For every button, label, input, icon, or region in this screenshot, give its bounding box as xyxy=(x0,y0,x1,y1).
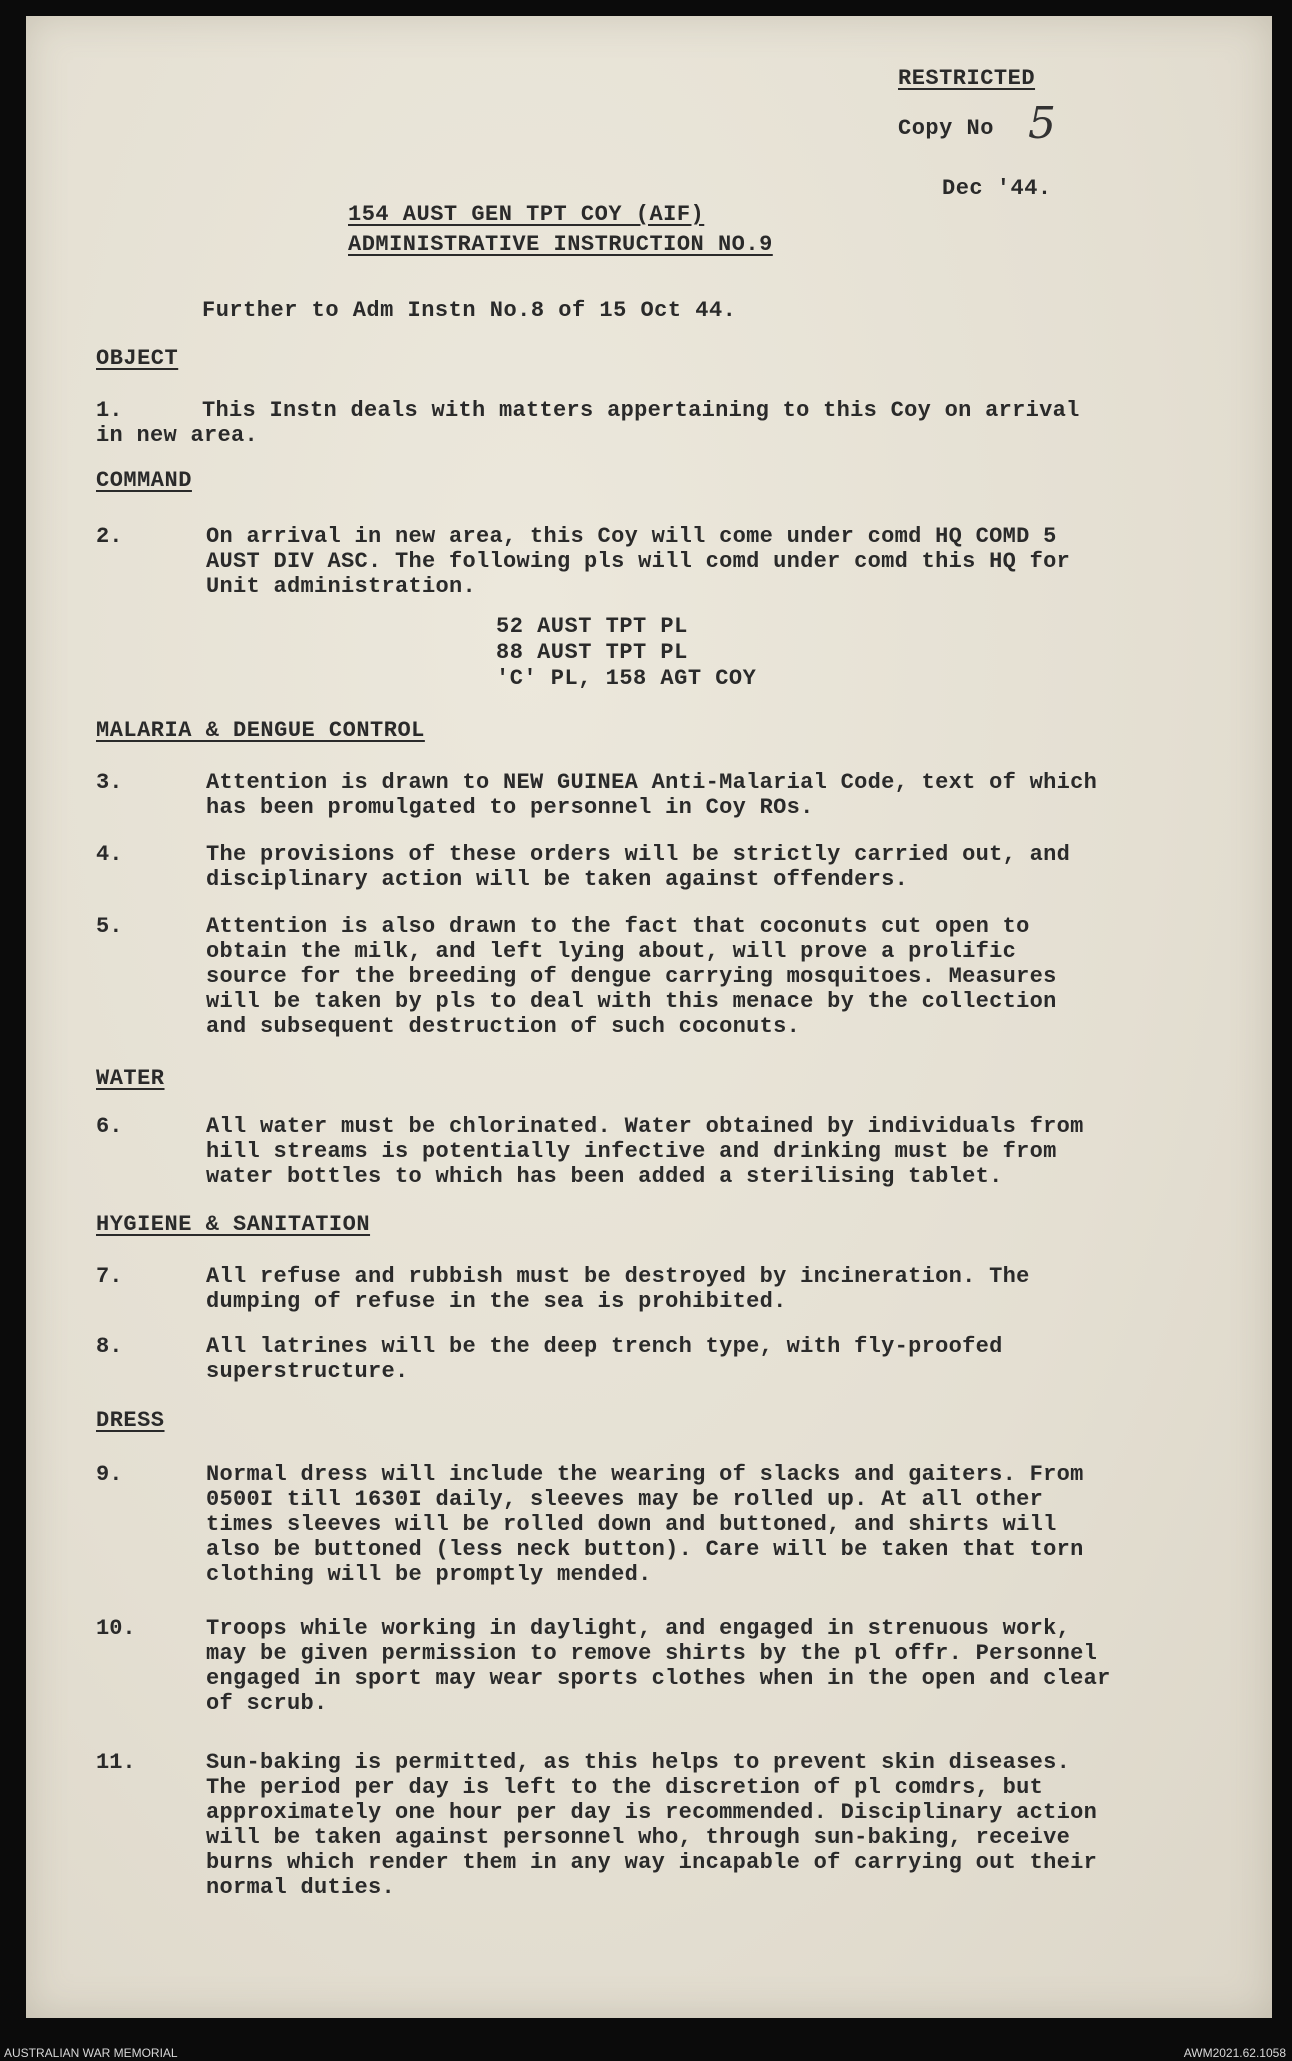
document-page xyxy=(26,16,1272,2018)
list-item: 'C' PL, 158 AGT COY xyxy=(496,666,757,691)
unit-title: 154 AUST GEN TPT COY (AIF) xyxy=(348,202,705,227)
paragraph-7: All refuse and rubbish must be destroyed by incineration. The dumping of refuse in the sea is prohibited. xyxy=(206,1264,1030,1314)
paragraph-1: This Instn deals with matters appertaining to this Coy on arrival in new area. xyxy=(96,398,1080,448)
section-heading-water: WATER xyxy=(96,1066,165,1091)
copy-number-handwritten: 5 xyxy=(1028,98,1056,149)
paragraph-number: 5. xyxy=(96,914,123,939)
section-heading-hygiene: HYGIENE & SANITATION xyxy=(96,1212,371,1237)
copy-label: Copy No xyxy=(898,116,994,141)
paragraph-number: 7. xyxy=(96,1264,123,1289)
footer-credit: AUSTRALIAN WAR MEMORIAL xyxy=(4,2046,178,2060)
section-heading-malaria: MALARIA & DENGUE CONTROL xyxy=(96,718,425,743)
paragraph-number: 3. xyxy=(96,770,123,795)
paragraph-number: 8. xyxy=(96,1334,123,1359)
paragraph-number: 11. xyxy=(96,1750,136,1775)
list-item: 52 AUST TPT PL xyxy=(496,614,688,639)
restricted-marking: RESTRICTED xyxy=(898,66,1036,91)
paragraph-number: 10. xyxy=(96,1616,136,1641)
document-date: Dec '44. xyxy=(942,176,1052,201)
section-heading-command: COMMAND xyxy=(96,468,192,493)
paragraph-3: Attention is drawn to NEW GUINEA Anti-Malarial Code, text of which has been promulgated to personnel in Coy ROs. xyxy=(206,770,1098,820)
paragraph-9: Normal dress will include the wearing of slacks and gaiters. From 0500I till 1630I daily, sleeves may be rolled up. At all other times sleeves will be rolled down and buttoned, and shirts will also be buttoned (less neck button). Care will be taken that torn clothing will be promptly mended. xyxy=(206,1462,1084,1587)
footer-accession-number: AWM2021.62.1058 xyxy=(1183,2046,1286,2060)
paragraph-number: 6. xyxy=(96,1114,123,1139)
paragraph-10: Troops while working in daylight, and engaged in strenuous work, may be given permission to remove shirts by the pl offr. Personnel engaged in sport may wear sports clothes when in the open and clear of scrub. xyxy=(206,1616,1111,1716)
section-heading-object: OBJECT xyxy=(96,346,179,371)
paragraph-8: All latrines will be the deep trench type, with fly-proofed superstructure. xyxy=(206,1334,1003,1384)
section-heading-dress: DRESS xyxy=(96,1408,165,1433)
paragraph-4: The provisions of these orders will be strictly carried out, and disciplinary action will be taken against offenders. xyxy=(206,842,1071,892)
list-item: 88 AUST TPT PL xyxy=(496,640,688,665)
paragraph-11: Sun-baking is permitted, as this helps to prevent skin diseases. The period per day is left to the discretion of pl comdrs, but approximately one hour per day is recommended. Disciplinary action will be taken against personnel who, through sun-baking, receive burns which render them in any way incapable of carrying out their normal duties. xyxy=(206,1750,1098,1900)
paragraph-2: On arrival in new area, this Coy will come under comd HQ COMD 5 AUST DIV ASC. The following pls will comd under comd this HQ for Unit administration. xyxy=(206,524,1071,599)
instruction-title: ADMINISTRATIVE INSTRUCTION NO.9 xyxy=(348,232,773,257)
paragraph-number: 4. xyxy=(96,842,123,867)
paragraph-5: Attention is also drawn to the fact that coconuts cut open to obtain the milk, and left lying about, will prove a prolific source for the breeding of dengue carrying mosquitoes. Measures will be taken by pls to deal with this menace by the collection and subsequent destruction of such coconuts. xyxy=(206,914,1057,1039)
reference-line: Further to Adm Instn No.8 of 15 Oct 44. xyxy=(202,298,737,323)
paragraph-number: 9. xyxy=(96,1462,123,1487)
paragraph-6: All water must be chlorinated. Water obtained by individuals from hill streams is potentially infective and drinking must be from water bottles to which has been added a sterilising tablet. xyxy=(206,1114,1084,1189)
paragraph-number: 1. xyxy=(96,398,123,423)
paragraph-number: 2. xyxy=(96,524,123,549)
